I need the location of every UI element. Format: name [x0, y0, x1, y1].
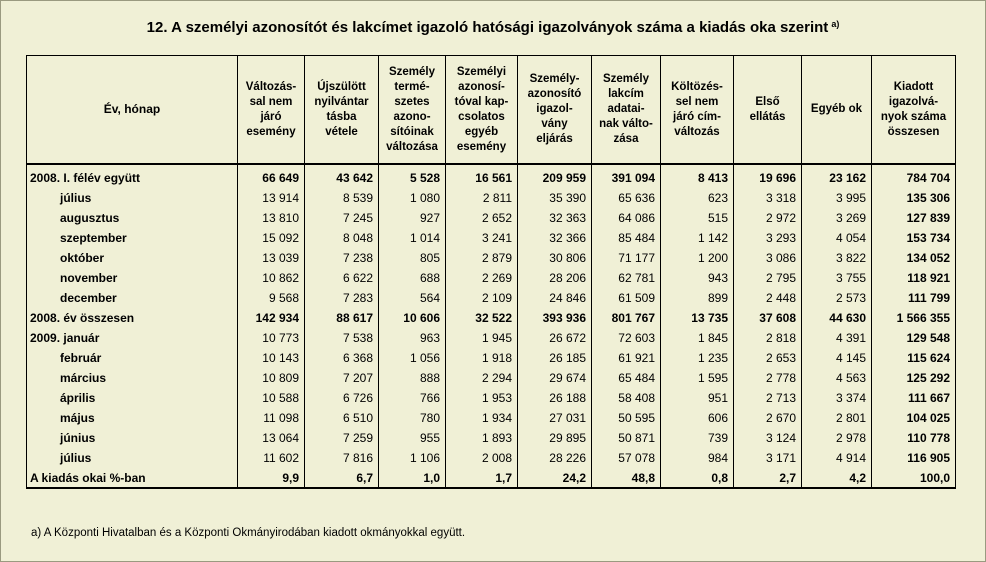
value-cell: 7 238 [305, 248, 379, 268]
value-cell: 10 773 [238, 328, 305, 348]
value-cell: 10 143 [238, 348, 305, 368]
value-cell: 780 [379, 408, 446, 428]
value-cell: 26 672 [518, 328, 592, 348]
value-cell: 899 [661, 288, 734, 308]
column-header-line: ellátás [749, 110, 786, 123]
value-cell: 6,7 [305, 468, 379, 488]
value-cell: 3 171 [734, 448, 802, 468]
total-cell: 134 052 [872, 248, 956, 268]
value-cell: 4 563 [802, 368, 872, 388]
column-header [872, 56, 956, 165]
row-label: július [27, 188, 238, 208]
value-cell: 393 936 [518, 308, 592, 328]
value-cell: 48,8 [592, 468, 661, 488]
value-cell: 8 539 [305, 188, 379, 208]
value-cell: 58 408 [592, 388, 661, 408]
table-row [27, 448, 956, 468]
value-cell: 9 568 [238, 288, 305, 308]
column-header-line: nak válto- [599, 118, 653, 130]
value-cell: 71 177 [592, 248, 661, 268]
row-label: 2009. január [27, 328, 238, 348]
value-cell: 7 816 [305, 448, 379, 468]
column-header [802, 56, 872, 165]
value-cell: 28 226 [518, 448, 592, 468]
total-cell: 784 704 [872, 164, 956, 188]
row-label: május [27, 408, 238, 428]
value-cell: 26 185 [518, 348, 592, 368]
total-cell: 135 306 [872, 188, 956, 208]
table-row [27, 288, 956, 308]
column-header-line: sítóinak [390, 125, 434, 138]
total-cell: 118 921 [872, 268, 956, 288]
value-cell: 0,8 [661, 468, 734, 488]
column-header-line: igazol- [536, 103, 573, 115]
table-row [27, 368, 956, 388]
column-header-line: vány [541, 118, 568, 130]
value-cell: 2 713 [734, 388, 802, 408]
column-header-line: tóval kap- [454, 95, 509, 108]
table-row [27, 208, 956, 228]
value-cell: 32 522 [446, 308, 518, 328]
row-label: augusztus [27, 208, 238, 228]
value-cell: 1 080 [379, 188, 446, 208]
column-header-line: nyilvántar [314, 95, 369, 108]
column-header-line: járó cím- [673, 110, 721, 123]
value-cell: 57 078 [592, 448, 661, 468]
value-cell: 32 366 [518, 228, 592, 248]
table-row [27, 428, 956, 448]
statistics-table [26, 55, 956, 489]
value-cell: 3 995 [802, 188, 872, 208]
value-cell: 2 448 [734, 288, 802, 308]
value-cell: 688 [379, 268, 446, 288]
value-cell: 2 573 [802, 288, 872, 308]
value-cell: 2 778 [734, 368, 802, 388]
value-cell: 2 972 [734, 208, 802, 228]
value-cell: 739 [661, 428, 734, 448]
value-cell: 11 098 [238, 408, 305, 428]
value-cell: 2 294 [446, 368, 518, 388]
column-header-line: nyok száma [880, 110, 947, 123]
table-row [27, 388, 956, 408]
column-header-line: termé- [394, 80, 430, 93]
column-header-line: Év, hónap [103, 102, 161, 116]
value-cell: 13 810 [238, 208, 305, 228]
value-cell: 1,7 [446, 468, 518, 488]
table-row [27, 328, 956, 348]
value-cell: 1,0 [379, 468, 446, 488]
value-cell: 13 064 [238, 428, 305, 448]
value-cell: 3 269 [802, 208, 872, 228]
total-cell: 125 292 [872, 368, 956, 388]
value-cell: 10 809 [238, 368, 305, 388]
row-label: 2008. I. félév együtt [27, 164, 238, 188]
value-cell: 2 801 [802, 408, 872, 428]
column-header-line: Egyéb ok [810, 103, 863, 115]
value-cell: 805 [379, 248, 446, 268]
value-cell: 4,2 [802, 468, 872, 488]
value-cell: 623 [661, 188, 734, 208]
value-cell: 984 [661, 448, 734, 468]
value-cell: 3 318 [734, 188, 802, 208]
value-cell: 6 622 [305, 268, 379, 288]
column-header-line: Személyi [456, 65, 507, 78]
value-cell: 5 528 [379, 164, 446, 188]
column-header-line: összesen [887, 125, 940, 138]
value-cell: 1 934 [446, 408, 518, 428]
column-header-line: tásba [326, 110, 357, 123]
column-header [238, 56, 305, 165]
column-header-line: esemény [456, 140, 507, 153]
value-cell: 8 413 [661, 164, 734, 188]
table-row [27, 468, 956, 488]
total-cell: 110 778 [872, 428, 956, 448]
value-cell: 1 918 [446, 348, 518, 368]
table-row [27, 408, 956, 428]
column-header-line: Személy [602, 73, 650, 85]
value-cell: 7 207 [305, 368, 379, 388]
column-header-line: vétele [325, 125, 358, 138]
value-cell: 10 862 [238, 268, 305, 288]
value-cell: 7 538 [305, 328, 379, 348]
value-cell: 29 895 [518, 428, 592, 448]
column-header-period [27, 56, 238, 165]
total-cell: 104 025 [872, 408, 956, 428]
total-cell: 100,0 [872, 468, 956, 488]
column-header-line: Kiadott [893, 80, 934, 93]
column-header-line: Költözés- [671, 80, 723, 93]
table-row [27, 248, 956, 268]
value-cell: 606 [661, 408, 734, 428]
column-header-line: csolatos [458, 110, 505, 123]
column-header [661, 56, 734, 165]
column-header-line: azono- [393, 110, 431, 123]
value-cell: 64 086 [592, 208, 661, 228]
value-cell: 801 767 [592, 308, 661, 328]
column-header-line: esemény [246, 125, 296, 138]
value-cell: 27 031 [518, 408, 592, 428]
value-cell: 1 014 [379, 228, 446, 248]
value-cell: 1 235 [661, 348, 734, 368]
value-cell: 1 953 [446, 388, 518, 408]
value-cell: 24,2 [518, 468, 592, 488]
row-label: március [27, 368, 238, 388]
row-label: június [27, 428, 238, 448]
value-cell: 951 [661, 388, 734, 408]
value-cell: 2 008 [446, 448, 518, 468]
value-cell: 7 245 [305, 208, 379, 228]
value-cell: 766 [379, 388, 446, 408]
page-title [0, 19, 986, 36]
value-cell: 2 978 [802, 428, 872, 448]
total-cell: 127 839 [872, 208, 956, 228]
value-cell: 4 054 [802, 228, 872, 248]
value-cell: 209 959 [518, 164, 592, 188]
value-cell: 4 914 [802, 448, 872, 468]
value-cell: 35 390 [518, 188, 592, 208]
column-header-line: igazolvá- [888, 95, 939, 108]
value-cell: 23 162 [802, 164, 872, 188]
value-cell: 1 945 [446, 328, 518, 348]
value-cell: 13 735 [661, 308, 734, 328]
value-cell: 1 845 [661, 328, 734, 348]
value-cell: 85 484 [592, 228, 661, 248]
table-header-row [27, 56, 956, 165]
table-row [27, 308, 956, 328]
column-header-line: sel nem [675, 95, 719, 108]
total-cell: 115 624 [872, 348, 956, 368]
row-label: október [27, 248, 238, 268]
row-label: július [27, 448, 238, 468]
value-cell: 26 188 [518, 388, 592, 408]
value-cell: 13 914 [238, 188, 305, 208]
value-cell: 29 674 [518, 368, 592, 388]
column-header [379, 56, 446, 165]
value-cell: 515 [661, 208, 734, 228]
value-cell: 888 [379, 368, 446, 388]
column-header-line: eljárás [536, 133, 573, 145]
total-cell: 111 799 [872, 288, 956, 308]
value-cell: 3 086 [734, 248, 802, 268]
value-cell: 1 142 [661, 228, 734, 248]
value-cell: 62 781 [592, 268, 661, 288]
value-cell: 65 636 [592, 188, 661, 208]
value-cell: 1 056 [379, 348, 446, 368]
value-cell: 2 269 [446, 268, 518, 288]
column-header-line: sal nem [249, 95, 293, 108]
table-row [27, 164, 956, 188]
value-cell: 61 921 [592, 348, 661, 368]
value-cell: 2 109 [446, 288, 518, 308]
total-cell: 129 548 [872, 328, 956, 348]
title-footnote-marker: a) [831, 19, 840, 29]
value-cell: 2 795 [734, 268, 802, 288]
column-header [446, 56, 518, 165]
value-cell: 16 561 [446, 164, 518, 188]
total-cell: 153 734 [872, 228, 956, 248]
column-header [592, 56, 661, 165]
value-cell: 943 [661, 268, 734, 288]
value-cell: 50 871 [592, 428, 661, 448]
column-header-line: lakcím [608, 88, 644, 100]
value-cell: 19 696 [734, 164, 802, 188]
value-cell: 927 [379, 208, 446, 228]
value-cell: 3 755 [802, 268, 872, 288]
value-cell: 50 595 [592, 408, 661, 428]
value-cell: 2 652 [446, 208, 518, 228]
value-cell: 2 653 [734, 348, 802, 368]
column-header-line: egyéb [464, 125, 499, 138]
column-header-line: zása [613, 133, 639, 145]
column-header-line: változása [386, 140, 438, 153]
table-row [27, 228, 956, 248]
column-header-line: azonosító [527, 88, 582, 100]
column-header [734, 56, 802, 165]
value-cell: 3 374 [802, 388, 872, 408]
title-text: 12. A személyi azonosítót és lakcímet igazoló hatósági igazolványok száma a kiadás oka szerint [146, 19, 829, 36]
column-header-line: járó [260, 110, 282, 123]
value-cell: 28 206 [518, 268, 592, 288]
value-cell: 44 630 [802, 308, 872, 328]
row-label: A kiadás okai %-ban [27, 468, 238, 488]
value-cell: 391 094 [592, 164, 661, 188]
value-cell: 3 241 [446, 228, 518, 248]
value-cell: 24 846 [518, 288, 592, 308]
table-row [27, 268, 956, 288]
column-header-line: adatai- [607, 103, 645, 115]
value-cell: 13 039 [238, 248, 305, 268]
column-header-line: Személy- [529, 73, 580, 85]
column-header [518, 56, 592, 165]
column-header-line: változás [674, 125, 720, 138]
table-body [27, 164, 956, 488]
value-cell: 1 595 [661, 368, 734, 388]
value-cell: 2 879 [446, 248, 518, 268]
value-cell: 955 [379, 428, 446, 448]
row-label: szeptember [27, 228, 238, 248]
value-cell: 3 822 [802, 248, 872, 268]
value-cell: 6 510 [305, 408, 379, 428]
value-cell: 10 588 [238, 388, 305, 408]
value-cell: 2,7 [734, 468, 802, 488]
column-header-line: Első [755, 95, 780, 108]
value-cell: 7 283 [305, 288, 379, 308]
value-cell: 72 603 [592, 328, 661, 348]
value-cell: 142 934 [238, 308, 305, 328]
value-cell: 963 [379, 328, 446, 348]
value-cell: 1 200 [661, 248, 734, 268]
value-cell: 61 509 [592, 288, 661, 308]
total-cell: 1 566 355 [872, 308, 956, 328]
table-row [27, 188, 956, 208]
total-cell: 116 905 [872, 448, 956, 468]
value-cell: 4 391 [802, 328, 872, 348]
value-cell: 2 670 [734, 408, 802, 428]
value-cell: 15 092 [238, 228, 305, 248]
row-label: november [27, 268, 238, 288]
value-cell: 3 124 [734, 428, 802, 448]
value-cell: 65 484 [592, 368, 661, 388]
value-cell: 6 368 [305, 348, 379, 368]
value-cell: 9,9 [238, 468, 305, 488]
column-header-line: Személy [388, 65, 436, 78]
value-cell: 8 048 [305, 228, 379, 248]
column-header-line: Újszülött [317, 80, 366, 93]
value-cell: 6 726 [305, 388, 379, 408]
value-cell: 66 649 [238, 164, 305, 188]
value-cell: 11 602 [238, 448, 305, 468]
column-header-line: Változás- [245, 80, 297, 93]
row-label: április [27, 388, 238, 408]
value-cell: 1 893 [446, 428, 518, 448]
column-header-line: szetes [394, 95, 430, 108]
value-cell: 2 811 [446, 188, 518, 208]
row-label: február [27, 348, 238, 368]
value-cell: 37 608 [734, 308, 802, 328]
value-cell: 1 106 [379, 448, 446, 468]
row-label: 2008. év összesen [27, 308, 238, 328]
value-cell: 43 642 [305, 164, 379, 188]
value-cell: 10 606 [379, 308, 446, 328]
value-cell: 32 363 [518, 208, 592, 228]
total-cell: 111 667 [872, 388, 956, 408]
column-header [305, 56, 379, 165]
footnote: a) A Központi Hivatalban és a Központi Okmányirodában kiadott okmányokkal együtt. [31, 527, 466, 539]
value-cell: 7 259 [305, 428, 379, 448]
column-header-line: azonosí- [458, 80, 505, 93]
value-cell: 30 806 [518, 248, 592, 268]
value-cell: 564 [379, 288, 446, 308]
row-label: december [27, 288, 238, 308]
value-cell: 4 145 [802, 348, 872, 368]
value-cell: 88 617 [305, 308, 379, 328]
value-cell: 3 293 [734, 228, 802, 248]
table-row [27, 348, 956, 368]
value-cell: 2 818 [734, 328, 802, 348]
